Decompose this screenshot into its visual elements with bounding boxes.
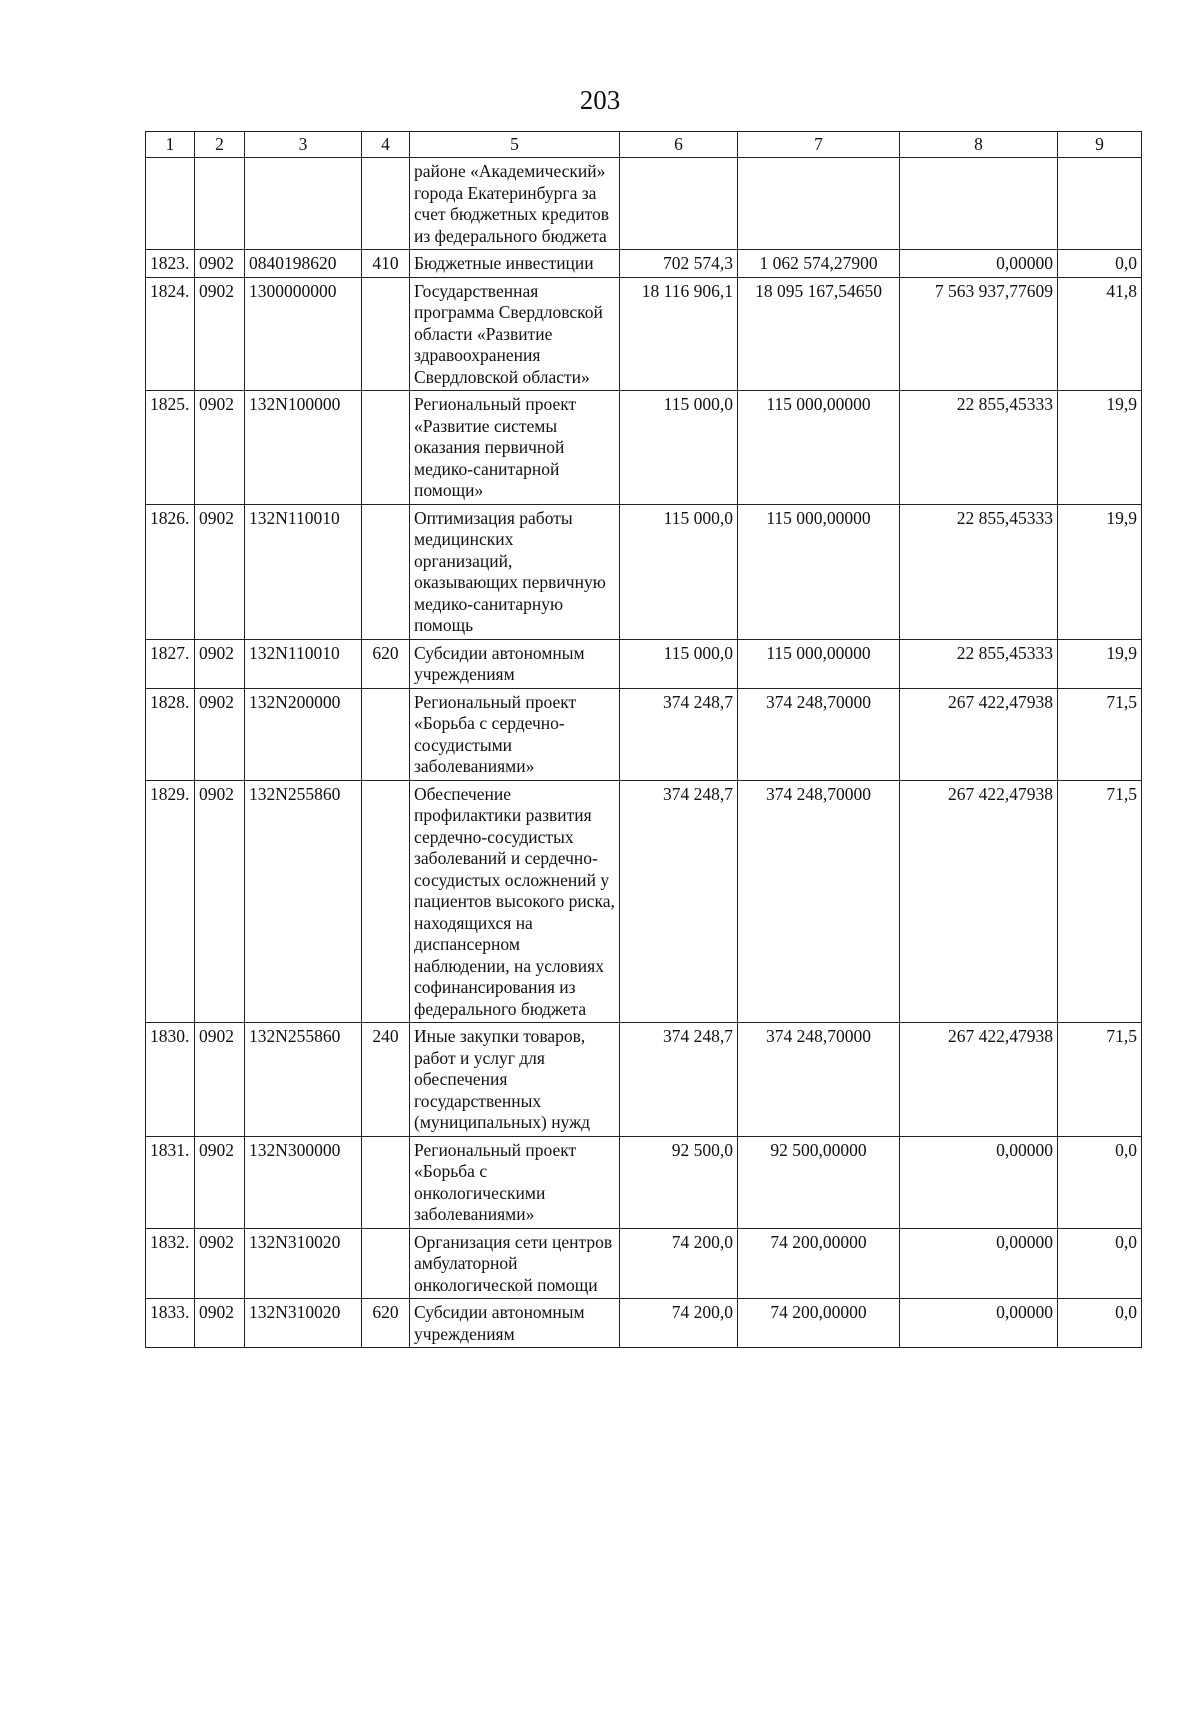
expense-type-code [362, 1228, 410, 1299]
amount-col6: 115 000,0 [620, 504, 738, 639]
table-row [146, 1228, 1142, 1299]
section-code: 0902 [195, 780, 245, 1023]
percent-col9: 0,0 [1058, 1299, 1142, 1348]
section-code: 0902 [195, 639, 245, 688]
item-name: Региональный проект «Борьба с сердечно-сосудистыми заболеваниями» [410, 688, 620, 780]
amount-col8: 267 422,47938 [900, 688, 1058, 780]
table-row [146, 1023, 1142, 1137]
row-number [146, 158, 195, 250]
item-name: Оптимизация работы медицинских организаций, оказывающих первичную медико-санитарную помощь [410, 504, 620, 639]
header-cell-5: 5 [410, 132, 620, 158]
item-name: районе «Академический» города Екатеринбурга за счет бюджетных кредитов из федерального бюджета [410, 158, 620, 250]
row-number: 1823. [146, 250, 195, 278]
item-name: Субсидии автономным учреждениям [410, 639, 620, 688]
item-name: Государственная программа Свердловской области «Развитие здравоохранения Свердловской области» [410, 277, 620, 391]
amount-col8: 22 855,45333 [900, 504, 1058, 639]
item-name: Обеспечение профилактики развития сердечно-сосудистых заболеваний и сердечно-сосудистых осложнений у пациентов высокого риска, находящихся на диспансерном наблюдении, на условиях софинансирования из федерального бюджета [410, 780, 620, 1023]
amount-col8: 0,00000 [900, 1228, 1058, 1299]
expense-type-code: 240 [362, 1023, 410, 1137]
amount-col8: 22 855,45333 [900, 391, 1058, 505]
expense-type-code [362, 504, 410, 639]
header-cell-6: 6 [620, 132, 738, 158]
expense-type-code [362, 158, 410, 250]
target-article-code: 132N200000 [245, 688, 362, 780]
expense-type-code [362, 277, 410, 391]
header-cell-1: 1 [146, 132, 195, 158]
table-row [146, 250, 1142, 278]
percent-col9: 0,0 [1058, 250, 1142, 278]
item-name: Иные закупки товаров, работ и услуг для обеспечения государственных (муниципальных) нужд [410, 1023, 620, 1137]
amount-col7: 18 095 167,54650 [738, 277, 900, 391]
amount-col8: 267 422,47938 [900, 780, 1058, 1023]
percent-col9 [1058, 158, 1142, 250]
amount-col7: 1 062 574,27900 [738, 250, 900, 278]
percent-col9: 0,0 [1058, 1136, 1142, 1228]
table-row [146, 504, 1142, 639]
target-article-code: 132N300000 [245, 1136, 362, 1228]
table-body [146, 132, 1142, 1348]
target-article-code: 132N255860 [245, 780, 362, 1023]
row-number: 1828. [146, 688, 195, 780]
amount-col6: 74 200,0 [620, 1228, 738, 1299]
amount-col6: 374 248,7 [620, 1023, 738, 1137]
target-article-code: 132N255860 [245, 1023, 362, 1137]
section-code: 0902 [195, 391, 245, 505]
table-row [146, 1299, 1142, 1348]
amount-col6: 74 200,0 [620, 1299, 738, 1348]
percent-col9: 0,0 [1058, 1228, 1142, 1299]
header-cell-2: 2 [195, 132, 245, 158]
table-row [146, 391, 1142, 505]
amount-col8: 0,00000 [900, 1136, 1058, 1228]
section-code: 0902 [195, 1228, 245, 1299]
row-number: 1833. [146, 1299, 195, 1348]
table-row [146, 780, 1142, 1023]
amount-col6 [620, 158, 738, 250]
percent-col9: 19,9 [1058, 391, 1142, 505]
target-article-code: 132N100000 [245, 391, 362, 505]
amount-col6: 92 500,0 [620, 1136, 738, 1228]
percent-col9: 71,5 [1058, 688, 1142, 780]
target-article-code: 0840198620 [245, 250, 362, 278]
amount-col7: 74 200,00000 [738, 1299, 900, 1348]
header-cell-9: 9 [1058, 132, 1142, 158]
row-number: 1827. [146, 639, 195, 688]
percent-col9: 19,9 [1058, 639, 1142, 688]
amount-col8: 267 422,47938 [900, 1023, 1058, 1137]
section-code: 0902 [195, 1299, 245, 1348]
table-row [146, 158, 1142, 250]
section-code: 0902 [195, 277, 245, 391]
header-row [146, 132, 1142, 158]
target-article-code: 132N310020 [245, 1228, 362, 1299]
page-number: 203 [579, 85, 621, 115]
row-number: 1829. [146, 780, 195, 1023]
expense-type-code: 620 [362, 1299, 410, 1348]
section-code: 0902 [195, 504, 245, 639]
percent-col9: 19,9 [1058, 504, 1142, 639]
row-number: 1825. [146, 391, 195, 505]
section-code: 0902 [195, 1136, 245, 1228]
item-name: Организация сети центров амбулаторной онкологической помощи [410, 1228, 620, 1299]
item-name: Бюджетные инвестиции [410, 250, 620, 278]
expense-type-code [362, 780, 410, 1023]
amount-col8: 7 563 937,77609 [900, 277, 1058, 391]
amount-col6: 702 574,3 [620, 250, 738, 278]
amount-col7: 92 500,00000 [738, 1136, 900, 1228]
amount-col7: 374 248,70000 [738, 780, 900, 1023]
amount-col7: 374 248,70000 [738, 688, 900, 780]
amount-col7: 115 000,00000 [738, 639, 900, 688]
section-code: 0902 [195, 250, 245, 278]
amount-col6: 374 248,7 [620, 688, 738, 780]
amount-col8: 22 855,45333 [900, 639, 1058, 688]
row-number: 1824. [146, 277, 195, 391]
item-name: Региональный проект «Борьба с онкологическими заболеваниями» [410, 1136, 620, 1228]
section-code [195, 158, 245, 250]
target-article-code [245, 158, 362, 250]
expense-type-code: 620 [362, 639, 410, 688]
section-code: 0902 [195, 1023, 245, 1137]
row-number: 1832. [146, 1228, 195, 1299]
target-article-code: 132N110010 [245, 504, 362, 639]
header-cell-8: 8 [900, 132, 1058, 158]
amount-col6: 374 248,7 [620, 780, 738, 1023]
header-cell-4: 4 [362, 132, 410, 158]
item-name: Региональный проект «Развитие системы оказания первичной медико-санитарной помощи» [410, 391, 620, 505]
table-row [146, 277, 1142, 391]
amount-col6: 115 000,0 [620, 639, 738, 688]
amount-col7: 115 000,00000 [738, 504, 900, 639]
amount-col7: 374 248,70000 [738, 1023, 900, 1137]
target-article-code: 132N110010 [245, 639, 362, 688]
section-code: 0902 [195, 688, 245, 780]
target-article-code: 132N310020 [245, 1299, 362, 1348]
amount-col7: 115 000,00000 [738, 391, 900, 505]
expense-type-code: 410 [362, 250, 410, 278]
amount-col8: 0,00000 [900, 1299, 1058, 1348]
amount-col6: 18 116 906,1 [620, 277, 738, 391]
target-article-code: 1300000000 [245, 277, 362, 391]
expense-type-code [362, 391, 410, 505]
table-row [146, 639, 1142, 688]
percent-col9: 41,8 [1058, 277, 1142, 391]
amount-col8 [900, 158, 1058, 250]
row-number: 1826. [146, 504, 195, 639]
row-number: 1831. [146, 1136, 195, 1228]
percent-col9: 71,5 [1058, 780, 1142, 1023]
amount-col8: 0,00000 [900, 250, 1058, 278]
row-number: 1830. [146, 1023, 195, 1137]
header-cell-3: 3 [245, 132, 362, 158]
table-row [146, 688, 1142, 780]
item-name: Субсидии автономным учреждениям [410, 1299, 620, 1348]
header-cell-7: 7 [738, 132, 900, 158]
amount-col7 [738, 158, 900, 250]
table-row [146, 1136, 1142, 1228]
budget-table [145, 131, 1142, 1348]
percent-col9: 71,5 [1058, 1023, 1142, 1137]
expense-type-code [362, 688, 410, 780]
amount-col6: 115 000,0 [620, 391, 738, 505]
amount-col7: 74 200,00000 [738, 1228, 900, 1299]
expense-type-code [362, 1136, 410, 1228]
